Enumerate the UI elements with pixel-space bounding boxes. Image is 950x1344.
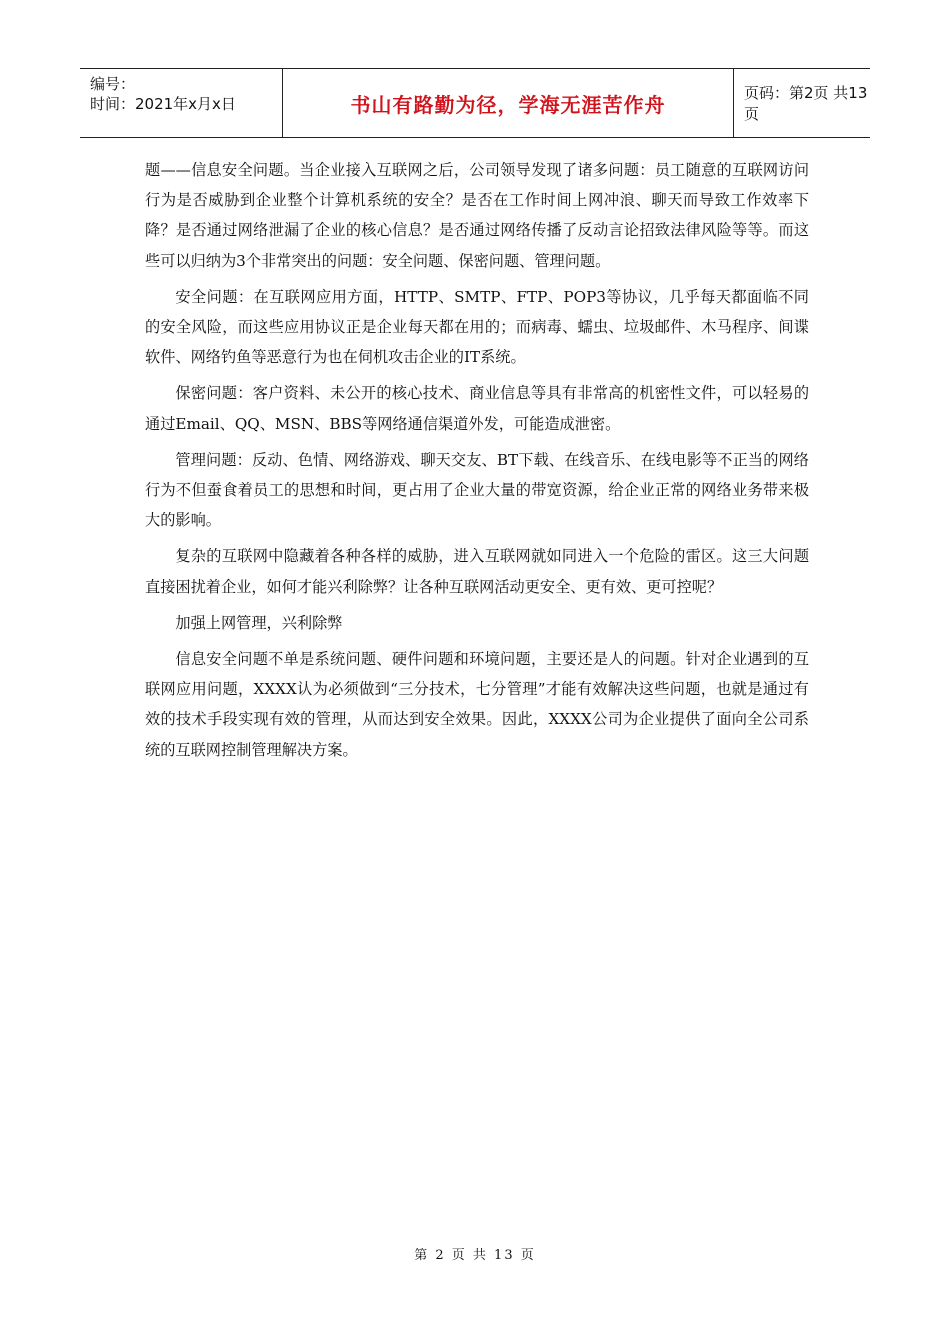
paragraph-management: 管理问题：反动、色情、网络游戏、聊天交友、BT下载、在线音乐、在线电影等不正当的网络行为不但蚕食着员工的思想和时间，更占用了企业大量的带宽资源，给企业正常的网络业务带来极大的影响。 — [145, 450, 809, 530]
serial-label: 编号： — [90, 75, 136, 93]
paragraph-continuation: 题——信息安全问题。当企业接入互联网之后，公司领导发现了诸多问题：员工随意的互联网访问行为是否威胁到企业整个计算机系统的安全？是否在工作时间上网冲浪、聊天而导致工作效率下降？是否通过网络泄漏了企业的核心信息？是否通过网络传播了反动言论招致法律风险等等。而这些可以归纳为3个非常突出的问题：安全问题、保密问题、管理问题。 — [145, 161, 809, 270]
paragraph-security: 安全问题：在互联网应用方面，HTTP、SMTP、FTP、POP3等协议，几乎每天都面临不同的安全风险，而这些应用协议正是企业每天都在用的；而病毒、蠕虫、垃圾邮件、木马程序、间谍软件、网络钓鱼等恶意行为也在伺机攻击企业的IT系统。 — [145, 287, 809, 367]
page-info: 页码：第2页 共13页 — [744, 84, 868, 123]
date-label: 时间：2021年x月x日 — [90, 95, 236, 113]
header-left-cell — [80, 69, 282, 137]
page-footer: 第 2 页 共 13 页 — [414, 1248, 536, 1263]
header-motto-cell — [282, 69, 734, 137]
header-page-cell — [734, 69, 870, 137]
document-body — [145, 155, 809, 771]
paragraph-confidentiality: 保密问题：客户资料、未公开的核心技术、商业信息等具有非常高的机密性文件，可以轻易的通过Email、QQ、MSN、BBS等网络通信渠道外发，可能造成泄密。 — [145, 384, 809, 433]
paragraph-threats: 复杂的互联网中隐藏着各种各样的威胁，进入互联网就如同进入一个危险的雷区。这三大问题直接困扰着企业，如何才能兴利除弊？让各种互联网活动更安全、更有效、更可控呢？ — [145, 547, 809, 596]
section-heading: 加强上网管理，兴利除弊 — [175, 613, 343, 632]
motto-text: 书山有路勤为径，学海无涯苦作舟 — [350, 92, 666, 117]
document-header — [80, 68, 870, 138]
paragraph-solution: 信息安全问题不单是系统问题、硬件问题和环境问题，主要还是人的问题。针对企业遇到的互联网应用问题，XXXX认为必须做到“三分技术，七分管理”才能有效解决这些问题，也就是通过有效的技术手段实现有效的管理，从而达到安全效果。因此，XXXX公司为企业提供了面向全公司系统的互联网控制管理解决方案。 — [145, 650, 809, 759]
